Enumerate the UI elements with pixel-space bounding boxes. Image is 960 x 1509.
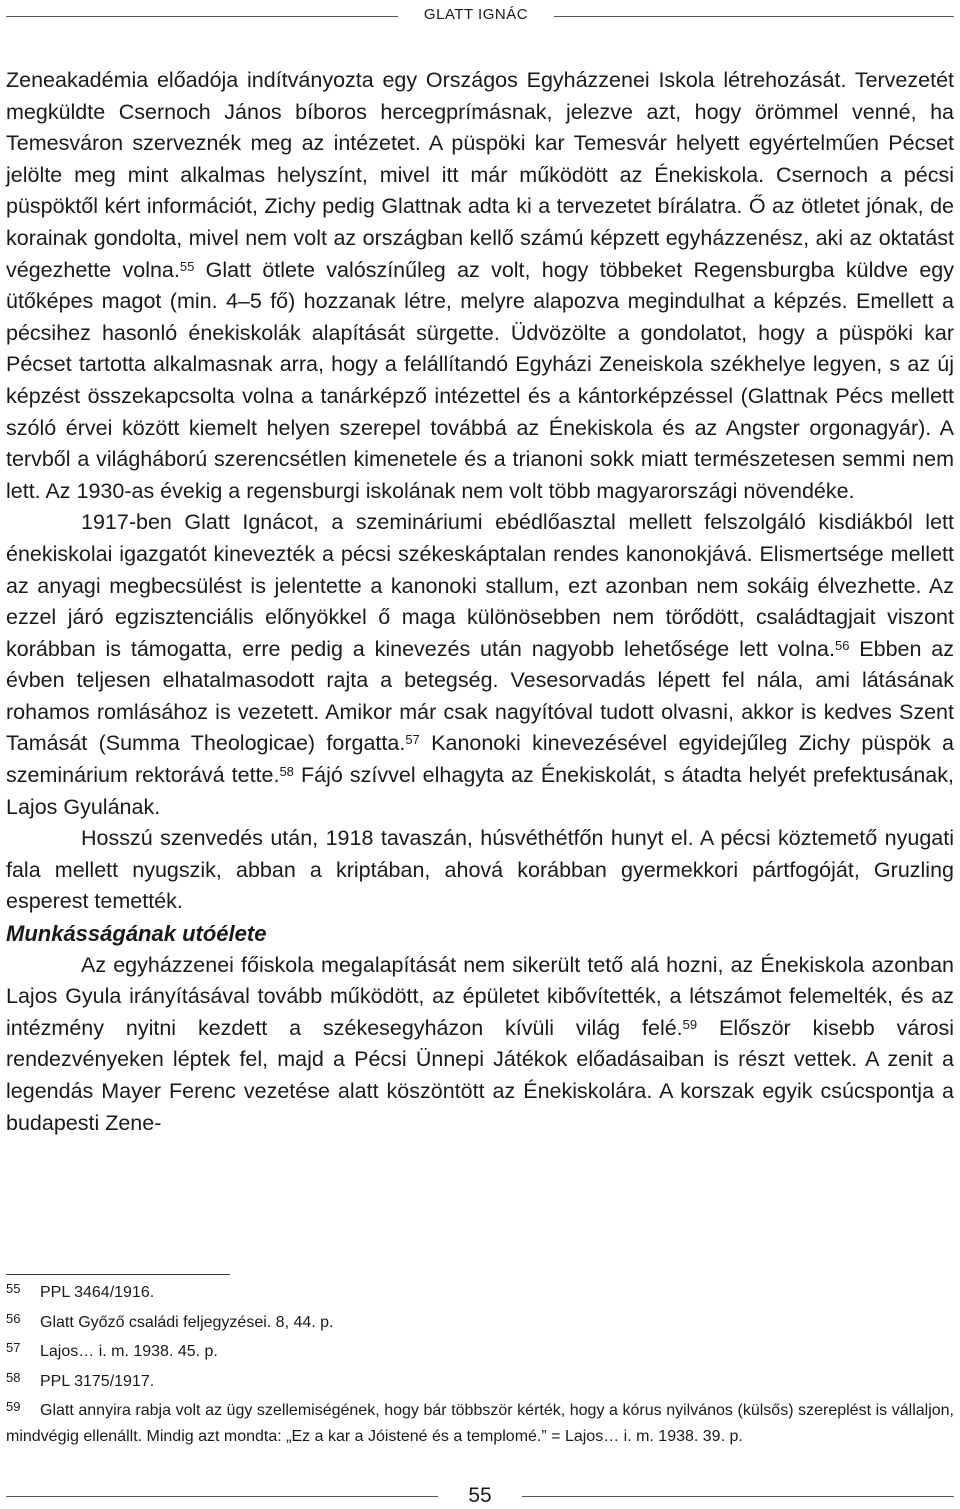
- header-rule-left: [6, 16, 398, 17]
- footnote-number: 56: [6, 1310, 21, 1326]
- page-number: 55: [468, 1484, 492, 1507]
- paragraph-1: [6, 65, 954, 507]
- footnote-text: PPL 3175/1917.: [40, 1372, 155, 1390]
- footnote-text: Glatt Győző családi feljegyzései. 8, 44. p.: [40, 1313, 334, 1331]
- body-text: [6, 65, 954, 1139]
- footer-rule-left: [6, 1496, 438, 1497]
- footnote-ref-59: 59: [682, 1016, 698, 1032]
- footnote-ref-56: 56: [834, 637, 850, 653]
- footnote-ref-55: 55: [179, 258, 195, 274]
- footnote-text: Glatt annyira rabja volt az ügy szellemiségének, hogy bár többször kérték, hogy a kórus nyilvános (külsős) szereplést is vállaljon, mindvégig ellenállt. Mindig azt mondta: „Ez a kar a Jóistené és a templomé.” = Lajos… i. m. 1938. 39. p.: [6, 1402, 954, 1445]
- paragraph-2-text-b: Ebben az évben teljesen elhatalmasodott rajta a betegség. Vesesorvadás lépett fel nála, ami látásának rohamos romlásához is vezetett. Amikor már csak nagyítóval tudott olvasni, akkor is kedves Szent Tamását (Summa Theologicae) forgatta.: [6, 636, 954, 756]
- paragraph-4-text-a: Az egyházzenei főiskola megalapítását nem sikerült tető alá hozni, az Énekiskola azonban Lajos Gyula irányításával tovább működött, az épületet kibővítették, a létszámot felemelték, és az intézmény nyitni kezdett a székesegyházon kívüli világ felé.: [6, 952, 954, 1040]
- footnote-number: 55: [6, 1281, 21, 1296]
- footnotes: [6, 1276, 954, 1450]
- footnote-text: PPL 3464/1916.: [40, 1284, 155, 1301]
- running-title: GLATT IGNÁC: [423, 6, 529, 23]
- footnote-ref-57: 57: [405, 732, 420, 748]
- header-rule-right: [554, 16, 954, 17]
- footnote-separator: [6, 1274, 230, 1275]
- footnote-text: Lajos… i. m. 1938. 45. p.: [40, 1343, 218, 1361]
- footnote-58: [6, 1365, 954, 1395]
- paragraph-4-text-b: Először kisebb városi rendezvényeken léptek fel, majd a Pécsi Ünnepi Játékok előadásaiban is részt vettek. A zenit a legendás Mayer Ferenc vezetése alatt köszöntött az Énekiskolára. A korszak egyik csúcspontja a budapesti Zene-: [6, 1015, 954, 1135]
- footnote-57: [6, 1335, 954, 1365]
- paragraph-4: [6, 950, 954, 1140]
- footnote-number: 58: [6, 1369, 21, 1385]
- paragraph-2-text-c: Kanonoki kinevezésével egyidejűleg Zichy püspök a szeminárium rektorává tette.: [6, 731, 955, 788]
- paragraph-3: [6, 823, 954, 918]
- paragraph-2-text-d: Fájó szívvel elhagyta az Énekiskolát, s átadta helyét prefektusának, Lajos Gyulának.: [6, 763, 954, 819]
- paragraph-3-text: Hosszú szenvedés után, 1918 tavaszán, húsvéthétfőn hunyt el. A pécsi köztemető nyugati fala mellett nyugszik, abban a kriptában, ahová korábban gyermekkori pártfogóját, Gruzling esperest temették.: [6, 826, 954, 914]
- footnote-55: [6, 1276, 954, 1306]
- paragraph-1-text-a: Zeneakadémia előadója indítványozta egy Országos Egyházzenei Iskola létrehozását. Tervezetét megküldte Csernoch János bíboros hercegprímásnak, jelezve azt, hogy örömmel venné, ha Temesváron szerveznék meg az intézetet. A püspöki kar Temesvár helyett egyértelműen Pécset jelölte meg mint alkalmas helyszínt, mivel itt már működött az Énekiskola. Csernoch a pécsi püspöktől kért információt, Zichy pedig Glattnak adta ki a tervezetet bírálatra. Ő az ötletet jónak, de korainak gondolta, mivel nem volt az országban kellő számú képzett egyházzenész, aki az oktatást végezhette volna.: [6, 68, 954, 282]
- footnote-59: [6, 1394, 954, 1449]
- paragraph-2: [6, 507, 954, 823]
- page-footer: [0, 1484, 960, 1508]
- footnote-number: 59: [6, 1399, 21, 1415]
- running-header: [0, 6, 960, 26]
- footnote-56: [6, 1306, 954, 1336]
- footer-rule-right: [522, 1496, 954, 1497]
- section-heading: Munkásságának utóélete: [6, 921, 267, 947]
- footnote-ref-58: 58: [279, 764, 294, 780]
- paragraph-2-text-a: 1917-ben Glatt Ignácot, a szemináriumi ebédlőasztal mellett felszolgáló kisdiákból lett énekiskolai igazgatót kinevezték a pécsi székeskáptalan rendes kanonokjává. Elismertsége mellett az anyagi megbecsülést is jelentette a kanonoki stallum, ezt azonban nem sokáig élvezhette. Az ezzel járó egzisztenciális előnyökkel ő maga különösebben nem törődött, családtagjait viszont korábban is támogatta, erre pedig a kinevezés után nagyobb lehetősége lett volna.: [6, 510, 954, 661]
- paragraph-1-text-b: Glatt ötlete valószínűleg az volt, hogy többeket Regensburgba küldve egy ütőképes magot (min. 4–5 fő) hozzanak létre, melyre alapozva megindulhat a képzés. Emellett a pécsihez hasonló énekiskolák alapítását sürgette. Üdvözölte a gondolatot, hogy a püspöki kar Pécset tartotta alkalmasnak arra, hogy a felállítandó Egyházi Zeneiskola székhelye legyen, s az új képzést összekapcsolta volna a tanárképző intézettel és a kántorképzéssel (Glattnak Pécs mellett szóló érvei között kiemelt helyen szerepel továbbá az Énekiskola és az Angster orgonagyár). A tervből a világháború szerencsétlen kimenetele és a trianoni sokk miatt természetesen semmi nem lett. Az 1930-as évekig a regensburgi iskolának nem volt több magyarországi növendéke.: [6, 257, 954, 503]
- footnote-number: 57: [6, 1340, 21, 1356]
